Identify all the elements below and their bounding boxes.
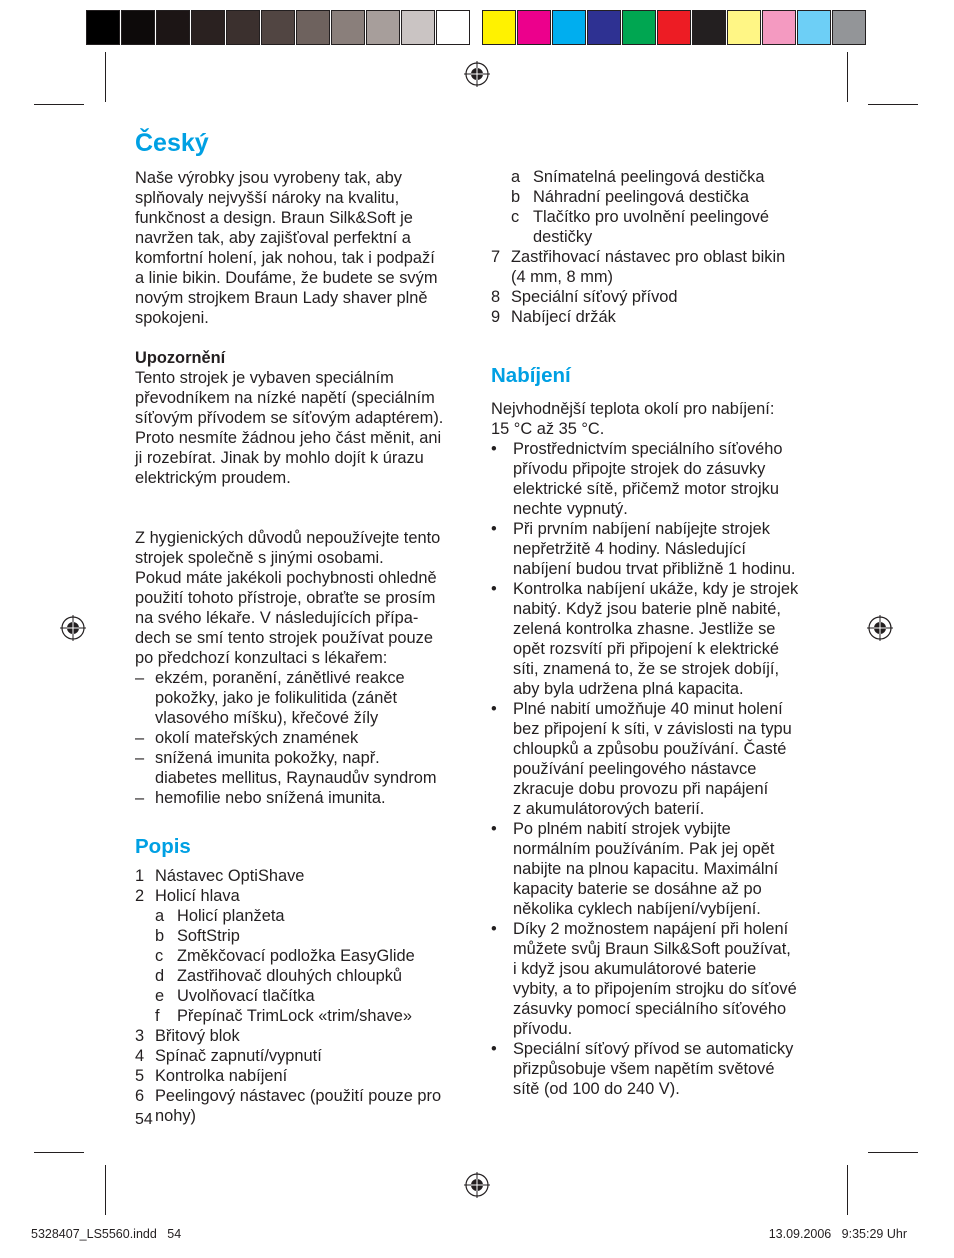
- list-item-text: [155, 866, 470, 886]
- color-swatch: [657, 10, 691, 45]
- list-marker: d: [155, 967, 165, 985]
- text-line: SoftStrip: [177, 927, 240, 945]
- text-line: Přepínač TrimLock «trim/shave»: [177, 1007, 413, 1025]
- text-line: Z hygienických důvodů nepoužívejte tento: [135, 529, 441, 547]
- color-swatch: [86, 10, 120, 45]
- list-marker: 7: [491, 248, 501, 266]
- text-line: Tento strojek je vybaven speciálním: [135, 369, 394, 387]
- list-item-text: [155, 1026, 470, 1046]
- text-line: přívodu připojte strojek do zásuvky: [513, 460, 766, 478]
- text-line: z akumulátorových baterií.: [513, 800, 705, 818]
- list-item-text: [513, 919, 826, 1039]
- grayscale-color-bar: [86, 10, 471, 47]
- page-title: Český: [135, 129, 209, 157]
- page-number: 54: [135, 1111, 153, 1128]
- charging-bullet-list: [491, 439, 826, 1099]
- footer-timestamp: 13.09.2006 9:35:29 Uhr: [768, 1227, 907, 1241]
- list-item: [135, 1086, 470, 1126]
- color-swatch: [191, 10, 225, 45]
- text-line: nechte vypnutý.: [513, 500, 628, 518]
- list-item: [135, 906, 470, 926]
- text-line: Tlačítko pro uvolnění peelingové: [533, 208, 769, 226]
- list-item: [135, 1046, 470, 1066]
- color-swatch: [552, 10, 586, 45]
- text-line: strojek společně s jinými osobami.: [135, 549, 384, 567]
- text-line: používání peelingového nástavce: [513, 760, 757, 778]
- text-line: ji rozebírat. Jinak by mohlo dojít k úrazu: [135, 449, 424, 467]
- color-swatch: [622, 10, 656, 45]
- text-line: pokožky, jako je folikulitida (zánět: [155, 689, 398, 707]
- text-line: síťovým přívodem se síťovým adaptérem).: [135, 409, 444, 427]
- text-line: snížená imunita pokožky, např.: [155, 749, 380, 767]
- list-item-text: [155, 668, 470, 728]
- list-item: [491, 187, 826, 207]
- text-line: Uvolňovací tlačítka: [177, 987, 315, 1005]
- text-line: Speciální síťový přívod: [511, 288, 678, 306]
- list-marker: •: [491, 820, 497, 838]
- text-line: Prostřednictvím speciálního síťového: [513, 440, 783, 458]
- intro-paragraph: [135, 168, 470, 328]
- text-line: destičky: [533, 228, 593, 246]
- list-marker: 5: [135, 1067, 145, 1085]
- list-item-text: [511, 287, 826, 307]
- text-line: Po plném nabití strojek vybijte: [513, 820, 731, 838]
- text-line: Zastřihovací nástavec pro oblast bikin: [511, 248, 786, 266]
- color-swatch: [401, 10, 435, 45]
- text-line: a linie bikin. Doufáme, že budete se svým: [135, 269, 438, 287]
- list-marker: 2: [135, 887, 145, 905]
- text-line: Nejvhodnější teplota okolí pro nabíjení:: [491, 400, 775, 418]
- color-swatch: [797, 10, 831, 45]
- text-line: sítě (od 100 do 240 V).: [513, 1080, 680, 1098]
- text-line: Nabíjecí držák: [511, 308, 616, 326]
- registration-mark-icon: [60, 615, 86, 641]
- hygiene-paragraph: [135, 528, 470, 668]
- text-line: síti, znamená to, že se strojek dobíjí,: [513, 660, 780, 678]
- list-item-text: [177, 926, 470, 946]
- list-marker: 1: [135, 867, 145, 885]
- list-item-text: [155, 748, 470, 788]
- list-item: [491, 247, 826, 287]
- text-line: Kontrolka nabíjení: [155, 1067, 288, 1085]
- list-item-text: [177, 906, 470, 926]
- right-column: [491, 167, 826, 1099]
- list-item-text: [513, 699, 826, 819]
- list-item: [135, 966, 470, 986]
- list-item-text: [155, 886, 470, 906]
- text-line: Pokud máte jakékoli pochybnosti ohledně: [135, 569, 437, 587]
- process-color-bar: [482, 10, 867, 47]
- text-line: zkracuje dobu provozu při napájení: [513, 780, 769, 798]
- list-item: [135, 926, 470, 946]
- list-marker: 4: [135, 1047, 145, 1065]
- parts-list: [135, 866, 470, 1126]
- list-item: [135, 986, 470, 1006]
- list-marker: –: [135, 789, 145, 807]
- list-marker: b: [511, 188, 521, 206]
- list-marker: c: [511, 208, 520, 226]
- list-marker: •: [491, 1040, 497, 1058]
- text-line: i když jsou akumulátorové baterie: [513, 960, 757, 978]
- list-item: [135, 748, 470, 788]
- text-line: navržen tak, aby zajišťoval perfektní a: [135, 229, 411, 247]
- list-marker: •: [491, 520, 497, 538]
- list-item-text: [533, 187, 826, 207]
- text-line: Plné nabití umožňuje 40 minut holení: [513, 700, 783, 718]
- text-line: kapacity baterie se dosáhne až po: [513, 880, 762, 898]
- list-item-text: [155, 1086, 470, 1126]
- text-line: (4 mm, 8 mm): [511, 268, 613, 286]
- text-line: nepřetržitě 4 hodiny. Následující: [513, 540, 746, 558]
- text-line: nabijte na plnou kapacitu. Maximální: [513, 860, 779, 878]
- text-line: elektrickým proudem.: [135, 469, 291, 487]
- crop-mark: [847, 1165, 848, 1215]
- color-swatch: [762, 10, 796, 45]
- list-item-text: [533, 207, 826, 247]
- crop-mark: [105, 52, 106, 102]
- list-marker: –: [135, 669, 145, 687]
- text-line: na svého lékaře. V následujících přípa-: [135, 609, 419, 627]
- text-line: Změkčovací podložka EasyGlide: [177, 947, 415, 965]
- list-item: [135, 1026, 470, 1046]
- text-line: zelená kontrolka zhasne. Jestliže se: [513, 620, 776, 638]
- list-marker: –: [135, 749, 145, 767]
- list-item-text: [177, 946, 470, 966]
- text-line: bez připojení k síti, v závislosti na typu: [513, 720, 792, 738]
- text-line: Zastřihovač dlouhých chloupků: [177, 967, 403, 985]
- text-line: splňovaly nejvyšší nároky na kvalitu,: [135, 189, 400, 207]
- text-line: Spínač zapnutí/vypnutí: [155, 1047, 322, 1065]
- list-item: [491, 287, 826, 307]
- text-line: můžete svůj Braun Silk&Soft používat,: [513, 940, 791, 958]
- list-item-text: [513, 579, 826, 699]
- parts-list-continued: [491, 167, 826, 327]
- text-line: Naše výrobky jsou vyrobeny tak, aby: [135, 169, 402, 187]
- list-item-text: [177, 986, 470, 1006]
- section-heading-charging: Nabíjení: [491, 364, 571, 387]
- list-marker: •: [491, 580, 497, 598]
- crop-mark: [105, 1165, 106, 1215]
- list-marker: 3: [135, 1027, 145, 1045]
- text-line: Peelingový nástavec (použití pouze pro: [155, 1087, 442, 1105]
- text-line: několika cyklech nabíjení/vybíjení.: [513, 900, 761, 918]
- text-line: aby byla udržena plná kapacita.: [513, 680, 744, 698]
- list-item-text: [177, 1006, 470, 1026]
- color-swatch: [587, 10, 621, 45]
- text-line: přizpůsobuje všem napětím světové: [513, 1060, 775, 1078]
- text-line: Břitový blok: [155, 1027, 240, 1045]
- list-item-text: [511, 247, 826, 287]
- text-line: po předchozí konzultaci s lékařem:: [135, 649, 388, 667]
- list-item: [491, 519, 826, 579]
- crop-mark: [847, 52, 848, 102]
- list-item: [491, 819, 826, 919]
- warning-heading: Upozornění: [135, 349, 226, 367]
- list-item: [491, 1039, 826, 1099]
- text-line: nohy): [155, 1107, 197, 1125]
- text-line: Díky 2 možnostem napájení při holení: [513, 920, 789, 938]
- list-item: [135, 668, 470, 728]
- list-item: [491, 167, 826, 187]
- text-line: funkčnost a design. Braun Silk&Soft je: [135, 209, 413, 227]
- color-swatch: [517, 10, 551, 45]
- list-item: [135, 788, 470, 808]
- text-line: přívodu.: [513, 1020, 573, 1038]
- color-swatch: [832, 10, 866, 45]
- list-item-text: [511, 307, 826, 327]
- list-item-text: [155, 1046, 470, 1066]
- list-item-text: [513, 1039, 826, 1099]
- text-line: vybity, a to připojením strojku do síťové: [513, 980, 797, 998]
- text-line: nabíjení budou trvat přibližně 1 hodinu.: [513, 560, 796, 578]
- text-line: opět rozsvítí při připojení k elektrické: [513, 640, 780, 658]
- crop-mark: [34, 1152, 84, 1153]
- text-line: Speciální síťový přívod se automaticky: [513, 1040, 794, 1058]
- list-marker: •: [491, 700, 497, 718]
- list-item-text: [513, 439, 826, 519]
- left-column: [135, 128, 470, 1126]
- color-swatch: [436, 10, 470, 45]
- list-item: [135, 1066, 470, 1086]
- list-item: [491, 919, 826, 1039]
- list-item-text: [155, 1066, 470, 1086]
- list-item: [491, 699, 826, 819]
- registration-mark-icon: [867, 615, 893, 641]
- text-line: diabetes mellitus, Raynaudův syndrom: [155, 769, 437, 787]
- text-line: zásuvky pomocí speciálního síťového: [513, 1000, 787, 1018]
- list-marker: –: [135, 729, 145, 747]
- text-line: normálním používáním. Pak jej opět: [513, 840, 775, 858]
- text-line: hemofilie nebo snížená imunita.: [155, 789, 386, 807]
- text-line: Proto nesmíte žádnou jeho část měnit, ani: [135, 429, 442, 447]
- list-item: [135, 728, 470, 748]
- list-marker: a: [511, 168, 521, 186]
- footer-filename: 5328407_LS5560.indd 54: [31, 1227, 182, 1241]
- list-item: [135, 1006, 470, 1026]
- section-heading-popis: Popis: [135, 835, 191, 858]
- text-line: nabitý. Když jsou baterie plně nabité,: [513, 600, 781, 618]
- text-line: Nástavec OptiShave: [155, 867, 305, 885]
- text-line: převodníkem na nízké napětí (speciálním: [135, 389, 435, 407]
- crop-mark: [868, 1152, 918, 1153]
- list-item-text: [513, 819, 826, 919]
- list-marker: •: [491, 920, 497, 938]
- color-swatch: [482, 10, 516, 45]
- warning-paragraph: [135, 368, 470, 488]
- text-line: okolí mateřských znamének: [155, 729, 359, 747]
- text-line: Holicí planžeta: [177, 907, 285, 925]
- list-item-text: [155, 728, 470, 748]
- list-item: [491, 579, 826, 699]
- text-line: Holicí hlava: [155, 887, 240, 905]
- list-marker: e: [155, 987, 165, 1005]
- color-swatch: [296, 10, 330, 45]
- charging-intro: [491, 399, 826, 439]
- list-item-text: [177, 966, 470, 986]
- text-line: vlasového míšku), křečové žíly: [155, 709, 379, 727]
- list-item: [491, 439, 826, 519]
- registration-mark-icon: [464, 1172, 490, 1198]
- text-line: Snímatelná peelingová destička: [533, 168, 765, 186]
- registration-mark-icon: [464, 61, 490, 87]
- text-line: 15 °C až 35 °C.: [491, 420, 605, 438]
- list-item: [135, 886, 470, 906]
- list-marker: f: [155, 1007, 160, 1025]
- list-marker: 9: [491, 308, 501, 326]
- contraindication-list: [135, 668, 470, 808]
- color-swatch: [156, 10, 190, 45]
- list-item: [135, 866, 470, 886]
- crop-mark: [34, 104, 84, 105]
- color-swatch: [692, 10, 726, 45]
- list-item: [491, 207, 826, 247]
- color-swatch: [121, 10, 155, 45]
- text-line: novým strojkem Braun Lady shaver plně: [135, 289, 428, 307]
- text-line: spokojeni.: [135, 309, 209, 327]
- list-marker: 8: [491, 288, 501, 306]
- list-marker: 6: [135, 1087, 145, 1105]
- text-line: elektrické sítě, přičemž motor strojku: [513, 480, 779, 498]
- list-marker: b: [155, 927, 165, 945]
- list-marker: a: [155, 907, 165, 925]
- text-line: dech se smí tento strojek používat pouze: [135, 629, 433, 647]
- list-item: [135, 946, 470, 966]
- text-line: komfortní holení, jak nohou, tak i podpaží: [135, 249, 435, 267]
- list-item-text: [155, 788, 470, 808]
- text-line: Při prvním nabíjení nabíjejte strojek: [513, 520, 770, 538]
- color-swatch: [331, 10, 365, 45]
- text-line: chloupků a způsobu používání. Časté: [513, 740, 787, 758]
- color-swatch: [366, 10, 400, 45]
- color-swatch: [727, 10, 761, 45]
- color-swatch: [226, 10, 260, 45]
- list-item: [491, 307, 826, 327]
- list-item-text: [513, 519, 826, 579]
- color-swatch: [261, 10, 295, 45]
- list-item-text: [533, 167, 826, 187]
- text-line: ekzém, poranění, zánětlivé reakce: [155, 669, 405, 687]
- list-marker: •: [491, 440, 497, 458]
- text-line: Náhradní peelingová destička: [533, 188, 749, 206]
- list-marker: c: [155, 947, 164, 965]
- text-line: použití tohoto přístroje, obraťte se prosím: [135, 589, 436, 607]
- crop-mark: [868, 104, 918, 105]
- text-line: Kontrolka nabíjení ukáže, kdy je strojek: [513, 580, 799, 598]
